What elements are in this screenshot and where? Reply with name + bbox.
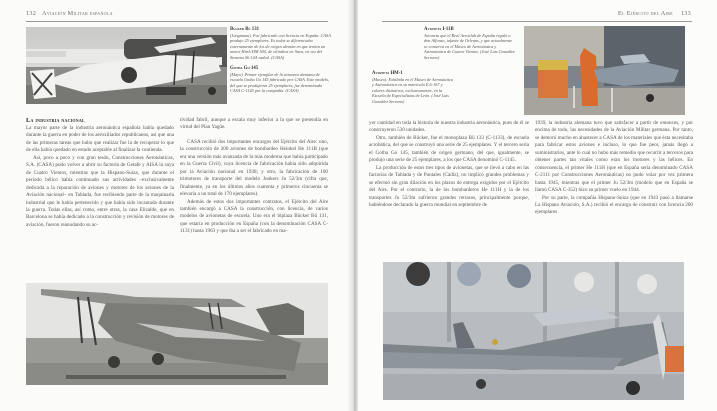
paragraph: Otro, también de Bücker, fue el monoplaza Bü 133 (C-1133), de escuela acrobática, del que se construyó una serie de 25 ejemplares. Y el tercero sería el Gotha Go 145, también de origen germano, del que, igualmente, se produjo una serie de 25 ejemplares, a los que CASA denominó C-1145. (369, 134, 529, 164)
paragraph: CASA recibió dos importantes encargos del Ejército del Aire: uno, la construcción de 200 aviones de bombardeo Heinkel He 111B (que era una versión más avanzada de la más moderna que había participado en la Guerra Civil), cuya licencia de fabricación había sido adquirida por la Aviación nacional en 1938; y otro, la fabricación de 100 trimotores de transporte del modelo Junkers Ju 52/3m (cifra que, finalmente, ya en los últimos años cuarenta y primeros cincuenta se elevaría a un total de 170 ejemplares). (180, 138, 328, 198)
caption-title: Gotha Go 145 (230, 65, 259, 71)
left-text-column-1 (26, 125, 174, 229)
right-page-number: 133 (680, 10, 691, 17)
caption-text: Avioneta que el Real Aeroclub de España regaló a don Alfonso, infante de Orleans, y que actualmente se conserva en el Museo de Aeronáutica y Astronáutica de Cuatro Vientos. (José Luis González Serrano) (424, 32, 515, 60)
photo-biplane-airfield (26, 283, 328, 385)
right-page (358, 0, 717, 411)
caption-hm1 (372, 71, 454, 104)
left-captions (230, 27, 332, 99)
paragraph: tividad fabril, aunque a escala muy inferior a la que se pretendía en virtud del Plan Yagüe. (180, 117, 328, 131)
caption-title: Avioneta HM-1 (372, 71, 403, 76)
photo-bucker-bu131 (26, 27, 227, 104)
left-header-rule (26, 21, 328, 22)
photo-avioneta-museum-image (524, 26, 685, 115)
right-captions-2 (372, 71, 454, 110)
paragraph: Por su parte, la compañía Hispano-Suiza (que en 1943 pasó a llamarse La Hispano Aviación, S.A.) recibió el encargo de construir con licencia 200 ejemplares (535, 194, 693, 216)
photo-hm1-hangar (383, 262, 684, 400)
right-running-title: El Ejército del Aire (618, 10, 673, 17)
caption-text: (Jungmann). Fue fabricado con licencia en España. CASA produjo 25 ejemplares. Es todos se diferenciaba externamente de los de origen alemán en que tenían un motor Hirth HM 504, de cilindros en línea, en vez del Siemens Sh 14A radial. (CASA) (230, 32, 331, 60)
caption-text: (Museo). Exhibida en el Museo de Aeronáutica y Astronáutica en su matrícula E.6-167 y colores distintivos, exclusivamente, en la Escuela de Especialistas de León. (José Luis González Serrano) (372, 76, 454, 104)
caption-title: Bücker Bü 131 (230, 27, 259, 32)
right-captions (424, 27, 516, 66)
caption-text: (Mayo). Primer ejemplar de la avioneta alemana de escuela Gotha Go 145 fabricado por CASA. Este modelo, del que se produjeron 25 ejemplares, fue denominado CASA C-1145 por la compañía. (CASA) (230, 71, 330, 94)
left-running-title: Aviación Militar española (42, 10, 113, 17)
photo-biplane-airfield-image (26, 283, 328, 385)
right-header-rule (382, 21, 692, 22)
right-running-head (618, 10, 691, 17)
paragraph: La mayor parte de la industria aeronáutica española había quedado durante la guerra en poder de los aeroxiliados republicanos, así que una de las primeras tareas que hubo que realizar fue la de recuperar lo que de ella había quedado en estado aceptable al finalizar la contienda. (26, 125, 174, 154)
left-page (0, 0, 356, 411)
paragraph: Así, poco a poco y con gran tesón, Construcciones Aeronáuticas, S.A. (CASA) pudo volver a abrir su factoría de Getafe y AISA la suya de Cuatro Vientos, mientras que la Hispano-Suiza, que durante el período bélico había continuado sus actividades –exclusivamente dedicada a la reparación de aviones y motores de los aviones de la Aviación nacional– en Tablada, fue recibiendo parte de la maquinaria industrial que le había pertenecido y que había sido incautada durante la guerra. Todas ellas, así como, entre otras, la casa Elizalde, que en Barcelona se había dedicado a la construcción y revisión de motores de aviación, fueron reanudando su ac- (26, 154, 174, 228)
left-text-column-2 (180, 117, 328, 236)
section-heading: La industria nacional (26, 117, 85, 124)
caption-gotha (230, 66, 332, 94)
left-running-head (26, 10, 113, 17)
paragraph: yor cantidad en toda la historia de nuestra industria aeronáutica, pues de él se construyeron 530 unidades. (369, 120, 529, 134)
photo-bucker-bu131-image (26, 27, 227, 104)
photo-hm1-hangar-image (383, 262, 684, 400)
caption-title: Avioneta I-11B (424, 27, 454, 32)
paragraph: La producción de estos tres tipos de avionetas, que se llevó a cabo en las factorías de Tablada y de Puntales (Cádiz), no implicó grandes problemas y se efectuó sin gran dilación en los plazos de entrega exigidos por el Ejército del Aire. Por el contrario, la de los bombarderos He 111H y la de los transportes Ju 52/3m sufrieron grandes retrasos, principalmente porque, habiéndose declarado la guerra mundial en septiembre de (369, 164, 529, 208)
caption-i11b (424, 27, 516, 60)
paragraph: Además de estos dos importantes contratos, el Ejército del Aire también encargó a CASA la construcción, con licencia, de varios modelos de avionetas de escuela. Uno era el biplaza Bücker Bü 131, que estaría en producción en España (con la denominación CASA C-1131) hasta 1963 y que iba a ser el fabricado en ma- (180, 198, 328, 235)
paragraph: 1939, la industria alemana tuvo que satisfacer a partir de entonces, y por encima de todo, las necesidades de la Aviación Militar germana. Por tanto, se demoró mucho en abastecer a CASA de los materiales que ésta necesitaba para fabricar estos aviones e incluso, lo que fue peor, jamás llegó a suministrarlos, ante lo cual no hubo más remedio que recurrir a terceros para obtener partes tan vitales como eran los motores y las hélices. En consecuencia, el primer He 111H (que en España sería denominado CASA C-2111 por Construcciones Aeronáuticas) no pudo volar por vez primera hasta 1945, mientras que el primer Ju 52/3m (modelo que en España se llamó CASA C-352) hizo su primer vuelo en 1944. (535, 120, 693, 194)
right-text-column-2 (535, 120, 693, 217)
photo-avioneta-museum (524, 26, 685, 115)
right-text-column-1 (369, 120, 529, 209)
left-page-number: 132 (26, 10, 37, 17)
caption-bucker (230, 27, 332, 60)
